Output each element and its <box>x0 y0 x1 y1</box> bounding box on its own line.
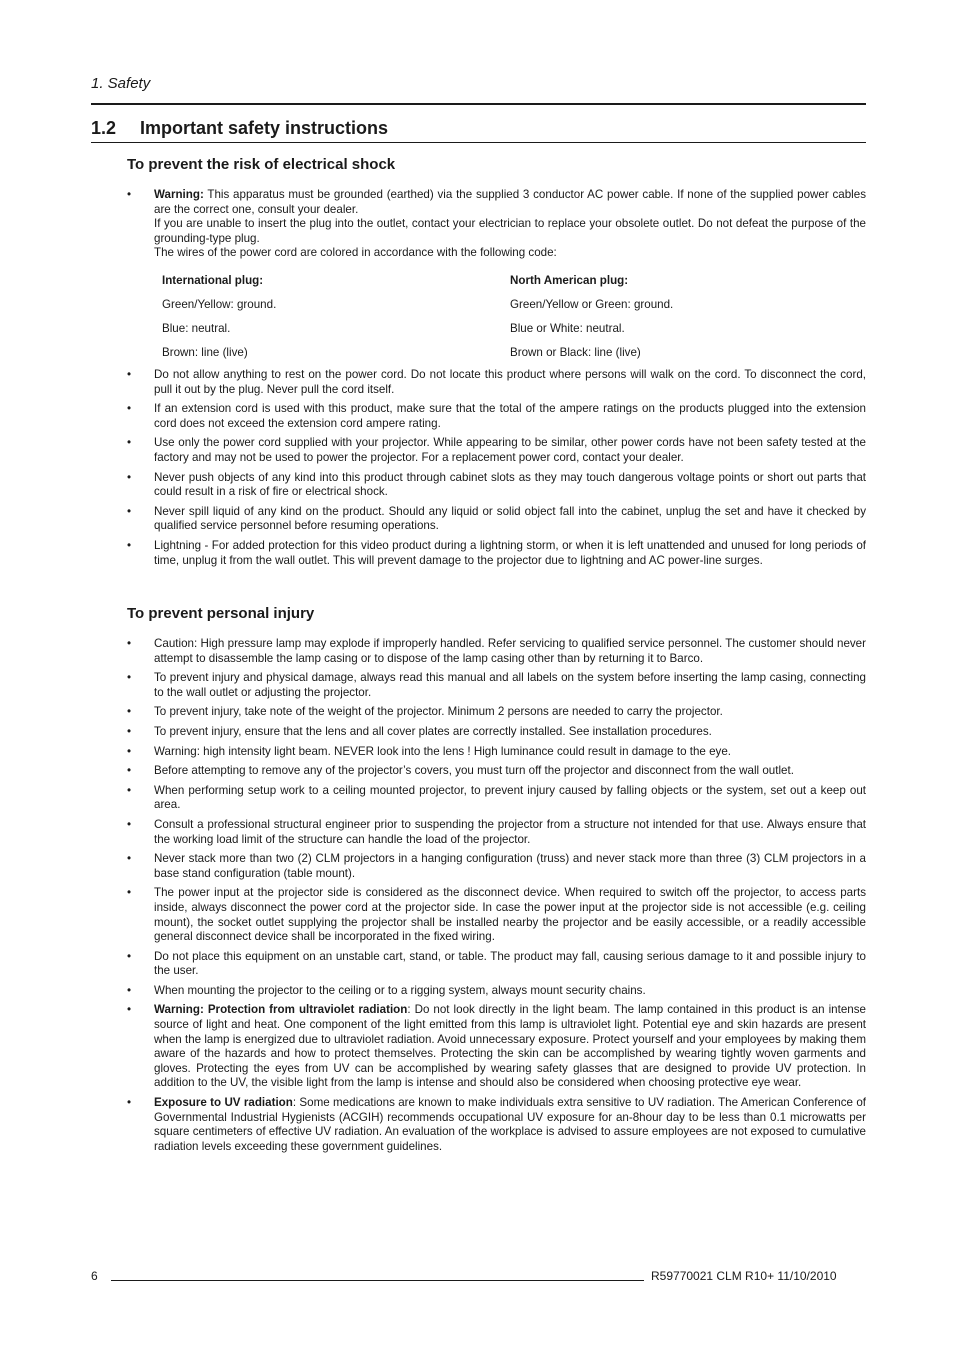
document-reference: R59770021 CLM R10+ 11/10/2010 <box>651 1269 837 1283</box>
uv-exposure-label: Exposure to UV radiation <box>154 1096 293 1110</box>
international-plug-header: International plug: <box>162 273 264 287</box>
list-item: • Do not place this equipment on an unstable cart, stand, or table. The product may fall, causing serious damage to it and possible injury to the user. <box>127 950 866 979</box>
section-number: 1.2 <box>91 118 117 138</box>
plug-color-table <box>154 274 866 362</box>
uv-protection-text: : Do not look directly in the light beam. The lamp contained in this product is an intense source of light and heat. One component of the light emitted from this lamp is ultraviolet light. Potential eye and skin hazards are present when the lamp is energized due to ultraviolet radiation. Avoid unnecessary exposure. Protect yourself and your employees by making them aware of the hazards and how to protect themselves. Protecting the skin can be accomplished by wearing tightly woven garments and gloves. Protecting the eyes from UV can be accomplished by wearing safety glasses that are designed to provide UV protection. In addition to the UV, the visible light from the lamp is intense and should also be considered when choosing protective eye wear. <box>154 1003 866 1090</box>
list-item: • Never push objects of any kind into this product through cabinet slots as they may touch dangerous voltage points or short out parts that could result in a risk of fire or electrical shock. <box>127 471 866 500</box>
intl-ground: Green/Yellow: ground. <box>162 297 277 311</box>
warning-text-3: The wires of the power cord are colored in accordance with the following code: <box>154 246 557 260</box>
list-item: • Never stack more than two (2) CLM projectors in a hanging configuration (truss) and never stack more than three (3) CLM projectors in a base stand configuration (table mount). <box>127 852 866 881</box>
list-item: • When mounting the projector to the ceiling or to a rigging system, always mount security chains. <box>127 984 866 999</box>
section-rule <box>91 142 866 143</box>
shock-heading: To prevent the risk of electrical shock <box>127 156 396 173</box>
uv-protection-label: Warning: Protection from ultraviolet radiation <box>154 1003 408 1017</box>
na-live: Brown or Black: line (live) <box>510 345 641 359</box>
warning-text-2: If you are unable to insert the plug into the outlet, contact your electrician to replace your obsolete outlet. Do not defeat the purpose of the grounding-type plug. <box>154 217 866 245</box>
list-item: • Caution: High pressure lamp may explode if improperly handled. Refer servicing to qualified service personnel. The customer should never attempt to disassemble the lamp casing or to dispose of the lamp casing other than by returning it to Barco. <box>127 637 866 666</box>
warning-label: Warning: <box>154 188 204 201</box>
warning-text: This apparatus must be grounded (earthed) via the supplied 3 conductor AC power cable. If none of the supplied power cables are the correct one, consult your dealer. <box>154 188 866 216</box>
list-item: • Use only the power cord supplied with your projector. While appearing to be similar, other power cords have not been safety tested at the factory and may not be used to power the projector. For a replacement power cord, contact your dealer. <box>127 436 866 465</box>
list-item: • The power input at the projector side is considered as the disconnect device. When required to switch off the projector, to access parts inside, always disconnect the power cord at the projector side. In case the power input at the projector side is not accessible (e.g. ceiling mount), the socket outlet supplying the projector shall be installed nearby the projector and be easily accessible, or a readily accessible general disconnect device shall be incorporated in the fixed wiring. <box>127 886 866 944</box>
injury-heading: To prevent personal injury <box>127 605 315 622</box>
chapter-header: 1. Safety <box>91 75 151 92</box>
section-title-text: Important safety instructions <box>140 118 389 138</box>
uv-exposure-text: : Some medications are known to make individuals extra sensitive to UV radiation. The American Conference of Governmental Industrial Hygienists (ACGIH) recommends occupational UV exposure for an-8hour day to be less than 0.1 microwatts per square centimeters of effective UV radiation. An evaluation of the workplace is advised to assure employees are not exposed to cumulative radiation levels exceeding these government guidelines. <box>154 1096 866 1153</box>
intl-live: Brown: line (live) <box>162 345 248 359</box>
list-item: • Do not allow anything to rest on the power cord. Do not locate this product where persons will walk on the cord. To disconnect the cord, pull it out by the plug. Never pull the cord itself. <box>127 368 866 397</box>
table-row <box>154 322 866 346</box>
list-item <box>127 1096 866 1154</box>
footer-rule <box>111 1280 644 1281</box>
page-number: 6 <box>91 1269 98 1283</box>
na-neutral: Blue or White: neutral. <box>510 321 625 335</box>
list-item: • To prevent injury, ensure that the lens and all cover plates are correctly installed. See installation procedures. <box>127 725 866 740</box>
list-item: • To prevent injury, take note of the weight of the projector. Minimum 2 persons are needed to carry the projector. <box>127 705 866 720</box>
list-item <box>127 1003 866 1091</box>
north-american-plug-header: North American plug: <box>510 273 629 287</box>
table-row <box>154 298 866 322</box>
list-item <box>127 188 866 362</box>
header-rule <box>91 103 866 105</box>
injury-list <box>127 637 866 1154</box>
table-row <box>154 346 866 362</box>
list-item: • If an extension cord is used with this product, make sure that the total of the ampere ratings on the products plugged into the extension cord does not exceed the extension cord ampere rating. <box>127 402 866 431</box>
shock-list <box>127 188 866 568</box>
list-item: • Before attempting to remove any of the projector’s covers, you must turn off the projector and disconnect from the wall outlet. <box>127 764 866 779</box>
na-ground: Green/Yellow or Green: ground. <box>510 297 674 311</box>
section-title <box>91 118 388 139</box>
intl-neutral: Blue: neutral. <box>162 321 231 335</box>
list-item: • When performing setup work to a ceiling mounted projector, to prevent injury caused by falling objects or the system, set out a keep out area. <box>127 784 866 813</box>
list-item: • Consult a professional structural engineer prior to suspending the projector from a structure not intended for that use. Always ensure that the working load limit of the structure can handle the load of the projector. <box>127 818 866 847</box>
list-item: • Never spill liquid of any kind on the product. Should any liquid or solid object fall into the cabinet, unplug the set and have it checked by qualified service personnel before resuming operations. <box>127 505 866 534</box>
list-item: • Warning: high intensity light beam. NEVER look into the lens ! High luminance could result in damage to the eye. <box>127 745 866 760</box>
list-item: • Lightning - For added protection for this video product during a lightning storm, or when it is left unattended and unused for long periods of time, unplug it from the wall outlet. This will prevent damage to the projector due to lightning and AC power-line surges. <box>127 539 866 568</box>
plug-table-header <box>154 274 866 298</box>
list-item: • To prevent injury and physical damage, always read this manual and all labels on the system before inserting the lamp casing, connecting to the wall outlet or adjusting the projector. <box>127 671 866 700</box>
